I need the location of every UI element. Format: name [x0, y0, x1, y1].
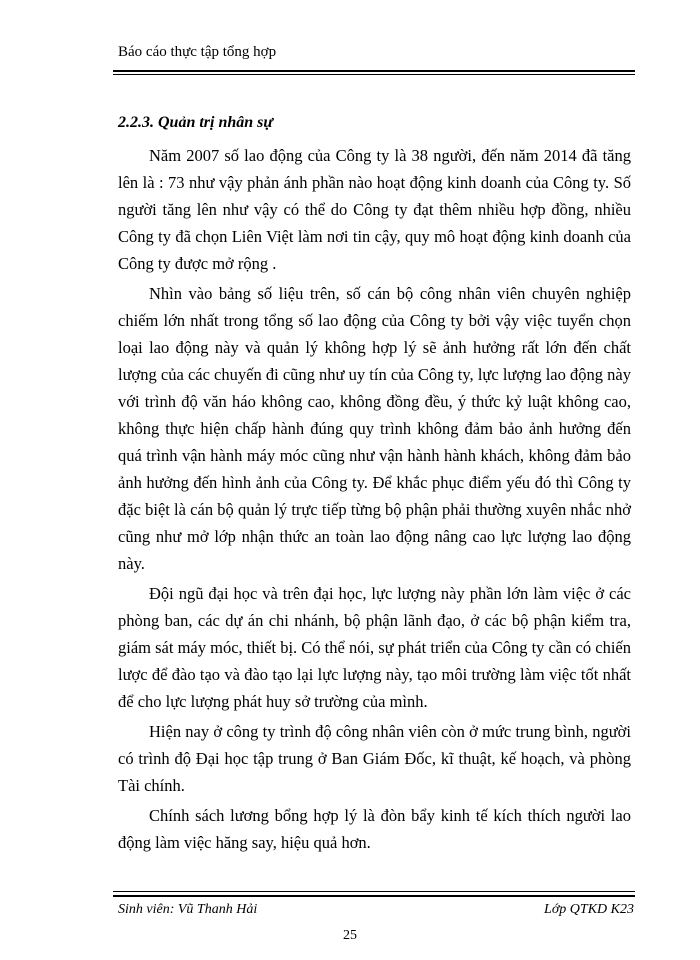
header-rule-thin [113, 74, 635, 75]
header-title: Báo cáo thực tập tổng hợp [118, 44, 277, 60]
footer-rule-thick [113, 895, 635, 897]
footer-student-name: Sinh viên: Vũ Thanh Hải [118, 902, 258, 917]
paragraph: Nhìn vào bảng số liệu trên, số cán bộ công nhân viên chuyên nghiệp chiếm lớn nhất trong tổng số lao động của Công ty bởi vậy việc tuyển chọn loại lao động này và quản lý không hợp lý sẽ ảnh hưởng rất lớn đến chất lượng của các chuyến đi cũng như uy tín của Công ty, lực lượng lao động này với trình độ văn háo không cao, không đồng đều, ý thức kỷ luật không cao, không thực hiện chấp hành đúng quy trình không đảm bảo ảnh hưởng đến quá trình vận hành máy móc cũng như vận hành hành khách, không đảm bảo ảnh hưởng đến hình ảnh của Công ty. Để khắc phục điểm yếu đó thì Công ty đặc biệt là cán bộ quản lý trực tiếp từng bộ phận phải thường xuyên nhắc nhở cũng như mở lớp nhận thức an toàn lao động nâng cao lực lượng lao động này. [118, 284, 631, 573]
header-rule-thick [113, 70, 635, 72]
section-heading: 2.2.3. Quản trị nhân sự [118, 114, 273, 131]
page-number: 25 [343, 928, 357, 943]
paragraph: Hiện nay ở công ty trình độ công nhân viên còn ở mức trung bình, người có trình độ Đại học tập trung ở Ban Giám Đốc, kĩ thuật, kế hoạch, và phòng Tài chính. [118, 722, 631, 795]
body-text [118, 142, 631, 859]
footer-rule-thin [113, 891, 635, 892]
paragraph: Chính sách lương bổng hợp lý là đòn bẩy kinh tế kích thích người lao động làm việc hăng say, hiệu quả hơn. [118, 806, 631, 852]
paragraph: Năm 2007 số lao động của Công ty là 38 người, đến năm 2014 đã tăng lên là : 73 như vậy phản ánh phần nào hoạt động kinh doanh của Công ty. Số người tăng lên như vậy có thể do Công ty đạt thêm nhiều hợp đồng, nhiều Công ty đã chọn Liên Việt làm nơi tin cậy, quy mô hoạt động kinh doanh của Công ty được mở rộng . [118, 146, 631, 273]
footer-class-name: Lớp QTKD K23 [544, 902, 634, 917]
paragraph: Đội ngũ đại học và trên đại học, lực lượng này phần lớn làm việc ở các phòng ban, các dự án chi nhánh, bộ phận lãnh đạo, ở các bộ phận kiểm tra, giám sát máy móc, thiết bị. Có thể nói, sự phát triển của Công ty cần có chiến lược để đào tạo và đào tạo lại lực lượng này, tạo môi trường làm việc tốt nhất để cho lực lượng phát huy sở trường của mình. [118, 584, 631, 711]
